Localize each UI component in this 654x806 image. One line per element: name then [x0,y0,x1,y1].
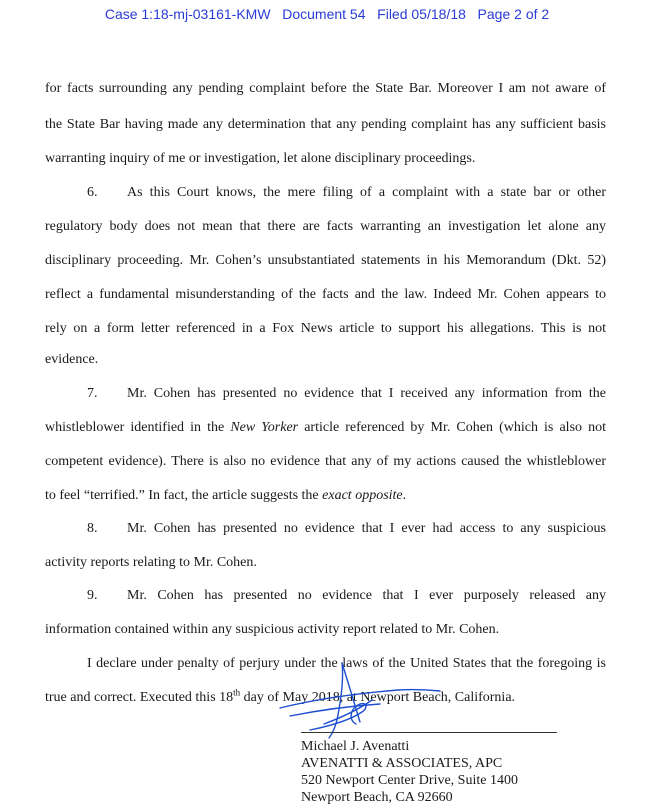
body-line: disciplinary proceeding. Mr. Cohen’s unsubstantiated statements in his Memorandum (Dkt. 52) [45,253,606,268]
body-line: activity reports relating to Mr. Cohen. [45,555,257,570]
paragraph-8-first-line: 8. Mr. Cohen has presented no evidence that I ever had access to any suspicious [87,521,606,536]
body-line: to feel “terrified.” In fact, the article suggests the exact opposite. [45,488,407,503]
body-line: rely on a form letter referenced in a Fox News article to support his allegations. This is not [45,321,606,336]
paragraph-6-first-line: 6. As this Court knows, the mere filing of a complaint with a state bar or other [87,185,606,200]
signer-name: Michael J. Avenatti [301,739,410,754]
firm-name: AVENATTI & ASSOCIATES, APC [301,756,503,771]
paragraph-number: 8. [87,521,98,536]
body-line: warranting inquiry of me or investigation, let alone disciplinary proceedings. [45,151,476,166]
body-line: evidence. [45,352,99,367]
city-state-zip: Newport Beach, CA 92660 [301,790,453,805]
paragraph-number: 7. [87,386,98,401]
declaration-last-line: true and correct. Executed this 18th day of May 2018, at Newport Beach, California. [45,687,516,705]
paragraph-9-first-line: 9. Mr. Cohen has presented no evidence that I ever purposely released any [87,588,606,603]
address-line: 520 Newport Center Drive, Suite 1400 [301,773,518,788]
body-line: the State Bar having made any determination that any pending complaint has any sufficient basis [45,117,606,132]
declaration-first-line: I declare under penalty of perjury under the laws of the United States that the foregoing is [87,656,606,671]
paragraph-number: 9. [87,588,98,603]
signature-area [250,660,570,740]
italic-emphasis: exact opposite [322,488,403,503]
paragraph-number: 6. [87,185,98,200]
body-line: regulatory body does not mean that there are facts warranting an investigation let alone any [45,219,606,234]
body-line: for facts surrounding any pending complaint before the State Bar. Moreover I am not aware of [45,81,606,96]
body-line: competent evidence). There is also no evidence that any of my actions caused the whistleblower [45,454,606,469]
paragraph-7-first-line: 7. Mr. Cohen has presented no evidence that I received any information from the [87,386,606,401]
handwritten-signature [250,660,570,740]
italic-publication: New Yorker [230,420,299,435]
body-line: whistleblower identified in the New Yorker article referenced by Mr. Cohen (which is also not [45,420,606,435]
body-line: reflect a fundamental misunderstanding of the facts and the law. Indeed Mr. Cohen appears to [45,287,606,302]
body-line: information contained within any suspicious activity report related to Mr. Cohen. [45,622,500,637]
case-header: Case 1:18-mj-03161-KMW Document 54 Filed 05/18/18 Page 2 of 2 [104,6,550,22]
signature-line [301,732,557,733]
